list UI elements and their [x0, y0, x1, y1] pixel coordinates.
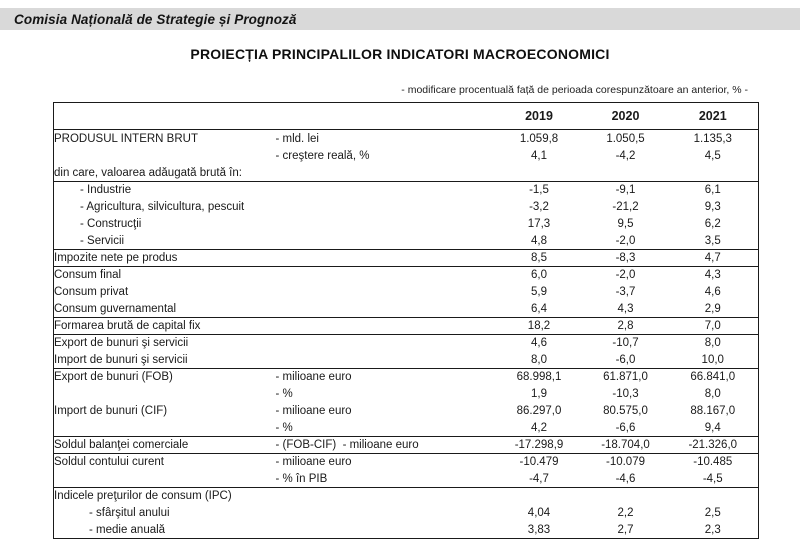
- cell-cpi-annual-average-2019: 3,83: [527, 523, 551, 536]
- cell-services-2021: 3,5: [704, 234, 721, 247]
- row-unit-construction: [276, 216, 495, 233]
- cell-gva-intro-2020: [584, 165, 668, 182]
- row-unit-agriculture: [276, 199, 495, 216]
- row-label-current-account-pct: [54, 471, 276, 488]
- table-row: [54, 182, 759, 199]
- row-unit-gdp-real-growth: - creştere reală, %: [275, 150, 370, 162]
- row-unit-cpi-annual-average: [276, 522, 495, 539]
- cell-import-goods-services-2021: 10,0: [701, 353, 724, 366]
- row-label-services: - Servicii: [80, 234, 125, 247]
- row-label-cpi-annual-average: - medie anuală: [89, 523, 166, 536]
- cell-import-goods-cif-eur-2020: 80.575,0: [603, 405, 648, 417]
- table-row: [54, 284, 759, 301]
- cell-import-goods-cif-eur-2019: 86.297,0: [516, 405, 562, 417]
- cell-import-goods-services-2019: 8,0: [531, 353, 547, 366]
- cell-construction-2021: 6,2: [704, 218, 721, 230]
- header-blank-unit: [276, 103, 495, 130]
- cell-government-consumption-2019: 6,4: [531, 302, 547, 315]
- cell-cpi-intro-2021: [668, 488, 759, 505]
- row-label-cpi-intro: Indicele preţurilor de consum (IPC): [54, 488, 276, 505]
- cell-cpi-end-of-year-2021: 2,5: [704, 507, 721, 519]
- table-row: [54, 250, 759, 267]
- cell-cpi-intro-2019: [495, 488, 584, 505]
- table-row: [54, 454, 759, 471]
- cell-construction-2019: 17,3: [527, 218, 551, 230]
- cell-industry-2021: 6,1: [668, 182, 759, 199]
- row-label-export-goods-fob-pct: [54, 386, 276, 403]
- cell-gdp-bn-lei-2019: 1.059,8: [519, 132, 559, 145]
- row-unit-cpi-end-of-year: [276, 505, 495, 522]
- row-label-import-goods-cif-pct: [54, 420, 276, 437]
- row-unit-trade-balance-formula: - (FOB-CIF): [275, 439, 337, 451]
- row-unit-government-consumption: [276, 301, 495, 318]
- macro-indicators-table-wrap: [53, 102, 758, 539]
- table-row: [54, 352, 759, 369]
- cell-services-2019: 4,8: [531, 234, 547, 247]
- row-label-construction: - Construcţii: [80, 218, 142, 230]
- row-label-industry: - Industrie: [54, 182, 276, 199]
- cell-net-taxes-2021: 4,7: [668, 250, 759, 267]
- row-label-final-consumption: Consum final: [54, 267, 276, 284]
- cell-export-goods-fob-pct-2020: -10,3: [612, 388, 639, 400]
- cell-industry-2019: -1,5: [495, 182, 584, 199]
- cell-agriculture-2021: 9,3: [704, 201, 721, 213]
- table-row: [54, 471, 759, 488]
- row-label-export-goods-fob: Export de bunuri (FOB): [54, 369, 276, 386]
- table-row: [54, 488, 759, 505]
- cell-export-goods-fob-eur-2020: 61.871,0: [584, 369, 668, 386]
- cell-import-goods-services-2020: -6,0: [615, 353, 636, 366]
- row-unit-net-taxes: [276, 250, 495, 267]
- table-row: [54, 505, 759, 522]
- table-row: [54, 199, 759, 216]
- macro-indicators-table: [53, 102, 759, 539]
- row-label-import-goods-cif: Import de bunuri (CIF): [54, 405, 168, 417]
- cell-agriculture-2019: -3,2: [529, 201, 549, 213]
- row-unit-services: [276, 233, 495, 250]
- row-unit-final-consumption: [276, 267, 495, 284]
- row-unit-cpi-intro: [276, 488, 495, 505]
- row-unit-gva-intro: [276, 165, 495, 182]
- cell-private-consumption-2021: 4,6: [704, 286, 721, 298]
- cell-import-goods-cif-pct-2019: 4,2: [531, 421, 547, 434]
- table-row: [54, 318, 759, 335]
- row-unit-gross-fixed-capital: [276, 318, 495, 335]
- row-label-government-consumption: Consum guvernamental: [54, 302, 177, 315]
- cell-export-goods-services-2019: 4,6: [495, 335, 584, 352]
- table-row: [54, 148, 759, 165]
- cell-private-consumption-2020: -3,7: [615, 286, 636, 298]
- table-row: [54, 267, 759, 284]
- table-header-row: [54, 103, 759, 130]
- cell-services-2020: -2,0: [615, 234, 636, 247]
- cell-final-consumption-2020: -2,0: [584, 267, 668, 284]
- row-label-gdp: PRODUSUL INTERN BRUT: [54, 132, 198, 145]
- organization-name: Comisia Națională de Strategie și Prognoză: [14, 11, 297, 27]
- table-row: [54, 522, 759, 539]
- cell-export-goods-fob-eur-2021: 66.841,0: [668, 369, 759, 386]
- row-label-agriculture: - Agricultura, silvicultura, pescuit: [80, 201, 245, 213]
- table-row: [54, 386, 759, 403]
- cell-gva-intro-2019: [495, 165, 584, 182]
- row-label-gross-fixed-capital: Formarea brută de capital fix: [54, 318, 276, 335]
- table-row: [54, 420, 759, 437]
- table-row: [54, 216, 759, 233]
- table-row: [54, 335, 759, 352]
- cell-gdp-growth-2020: -4,2: [615, 150, 636, 162]
- cell-current-account-pct-2020: -4,6: [615, 472, 636, 485]
- row-label-export-goods-services: Export de bunuri şi servicii: [54, 335, 276, 352]
- table-row: [54, 369, 759, 386]
- row-unit-export-goods-services: [276, 335, 495, 352]
- row-label-cpi-end-of-year: - sfârşitul anului: [89, 507, 170, 519]
- cell-current-account-eur-2020: -10.079: [584, 454, 668, 471]
- row-label-private-consumption: Consum privat: [54, 286, 129, 298]
- cell-import-goods-cif-pct-2020: -6,6: [615, 421, 636, 434]
- header-year-2020: 2020: [584, 103, 668, 130]
- cell-import-goods-cif-eur-2021: 88.167,0: [690, 405, 736, 417]
- cell-trade-balance-2019: -17.298,9: [495, 437, 584, 454]
- cell-gdp-growth-2021: 4,5: [704, 150, 721, 162]
- cell-current-account-pct-2019: -4,7: [529, 472, 549, 485]
- row-unit-trade-balance: [276, 437, 495, 454]
- cell-gva-intro-2021: [668, 165, 759, 182]
- row-unit-current-account-eur: - milioane euro: [276, 454, 495, 471]
- row-unit-import-goods-cif-eur: - milioane euro: [275, 405, 352, 417]
- row-label-current-account: Soldul contului curent: [54, 454, 276, 471]
- header-year-2019: 2019: [495, 103, 584, 130]
- cell-gross-fixed-capital-2020: 2,8: [584, 318, 668, 335]
- cell-export-goods-fob-eur-2019: 68.998,1: [495, 369, 584, 386]
- cell-net-taxes-2019: 8,5: [495, 250, 584, 267]
- cell-export-goods-fob-pct-2021: 8,0: [704, 388, 721, 400]
- table-row: [54, 165, 759, 182]
- table-row: [54, 130, 759, 148]
- row-unit-private-consumption: [276, 284, 495, 301]
- row-unit-export-goods-fob-pct: - %: [275, 388, 293, 400]
- cell-agriculture-2020: -21,2: [612, 201, 639, 213]
- cell-government-consumption-2021: 2,9: [704, 302, 721, 315]
- table-row: [54, 233, 759, 250]
- row-unit-current-account-pct-gdp: - % în PIB: [275, 472, 328, 485]
- cell-cpi-intro-2020: [584, 488, 668, 505]
- cell-gdp-growth-2019: 4,1: [531, 150, 547, 162]
- table-row: [54, 437, 759, 454]
- cell-net-taxes-2020: -8,3: [584, 250, 668, 267]
- cell-final-consumption-2021: 4,3: [668, 267, 759, 284]
- row-unit-industry: [276, 182, 495, 199]
- row-unit-trade-balance-currency: - milioane euro: [342, 439, 419, 451]
- row-label-gva-intro: din care, valoarea adăugată brută în:: [54, 166, 242, 179]
- cell-current-account-eur-2021: -10.485: [668, 454, 759, 471]
- row-label-import-goods-services: Import de bunuri şi servicii: [54, 353, 188, 366]
- cell-trade-balance-2020: -18.704,0: [584, 437, 668, 454]
- cell-gross-fixed-capital-2021: 7,0: [668, 318, 759, 335]
- table-unit-note: - modificare procentuală față de perioada corespunzătoare an anterior, % -: [401, 84, 748, 96]
- cell-cpi-annual-average-2020: 2,7: [617, 523, 634, 536]
- cell-export-goods-services-2020: -10,7: [584, 335, 668, 352]
- cell-private-consumption-2019: 5,9: [531, 286, 547, 298]
- cell-gross-fixed-capital-2019: 18,2: [495, 318, 584, 335]
- header-year-2021: 2021: [668, 103, 759, 130]
- row-label-trade-balance: Soldul balanţei comerciale: [54, 437, 276, 454]
- cell-cpi-end-of-year-2019: 4,04: [527, 507, 551, 519]
- page-title: PROIECȚIA PRINCIPALILOR INDICATORI MACROECONOMICI: [190, 46, 610, 62]
- row-unit-gdp-bn-lei: - mld. lei: [275, 132, 319, 145]
- row-label-net-taxes: Impozite nete pe produs: [54, 250, 276, 267]
- row-unit-import-goods-services: [276, 352, 495, 369]
- row-unit-export-goods-fob-eur: - milioane euro: [276, 369, 495, 386]
- cell-construction-2020: 9,5: [617, 218, 634, 230]
- cell-government-consumption-2020: 4,3: [617, 302, 634, 315]
- cell-industry-2020: -9,1: [584, 182, 668, 199]
- cell-current-account-eur-2019: -10.479: [495, 454, 584, 471]
- cell-cpi-end-of-year-2020: 2,2: [617, 507, 634, 519]
- organization-banner: [0, 8, 800, 30]
- cell-export-goods-fob-pct-2019: 1,9: [531, 388, 547, 400]
- cell-final-consumption-2019: 6,0: [495, 267, 584, 284]
- table-row: [54, 403, 759, 420]
- cell-gdp-bn-lei-2021: 1.135,3: [693, 132, 732, 145]
- row-label-gdp-growth: [54, 148, 276, 165]
- cell-trade-balance-2021: -21.326,0: [668, 437, 759, 454]
- cell-import-goods-cif-pct-2021: 9,4: [704, 421, 721, 434]
- header-blank-label: [54, 103, 276, 130]
- table-row: [54, 301, 759, 318]
- cell-cpi-annual-average-2021: 2,3: [704, 523, 721, 536]
- row-unit-import-goods-cif-pct: - %: [275, 421, 293, 434]
- cell-export-goods-services-2021: 8,0: [668, 335, 759, 352]
- cell-current-account-pct-2021: -4,5: [702, 472, 723, 485]
- cell-gdp-bn-lei-2020: 1.050,5: [606, 132, 645, 145]
